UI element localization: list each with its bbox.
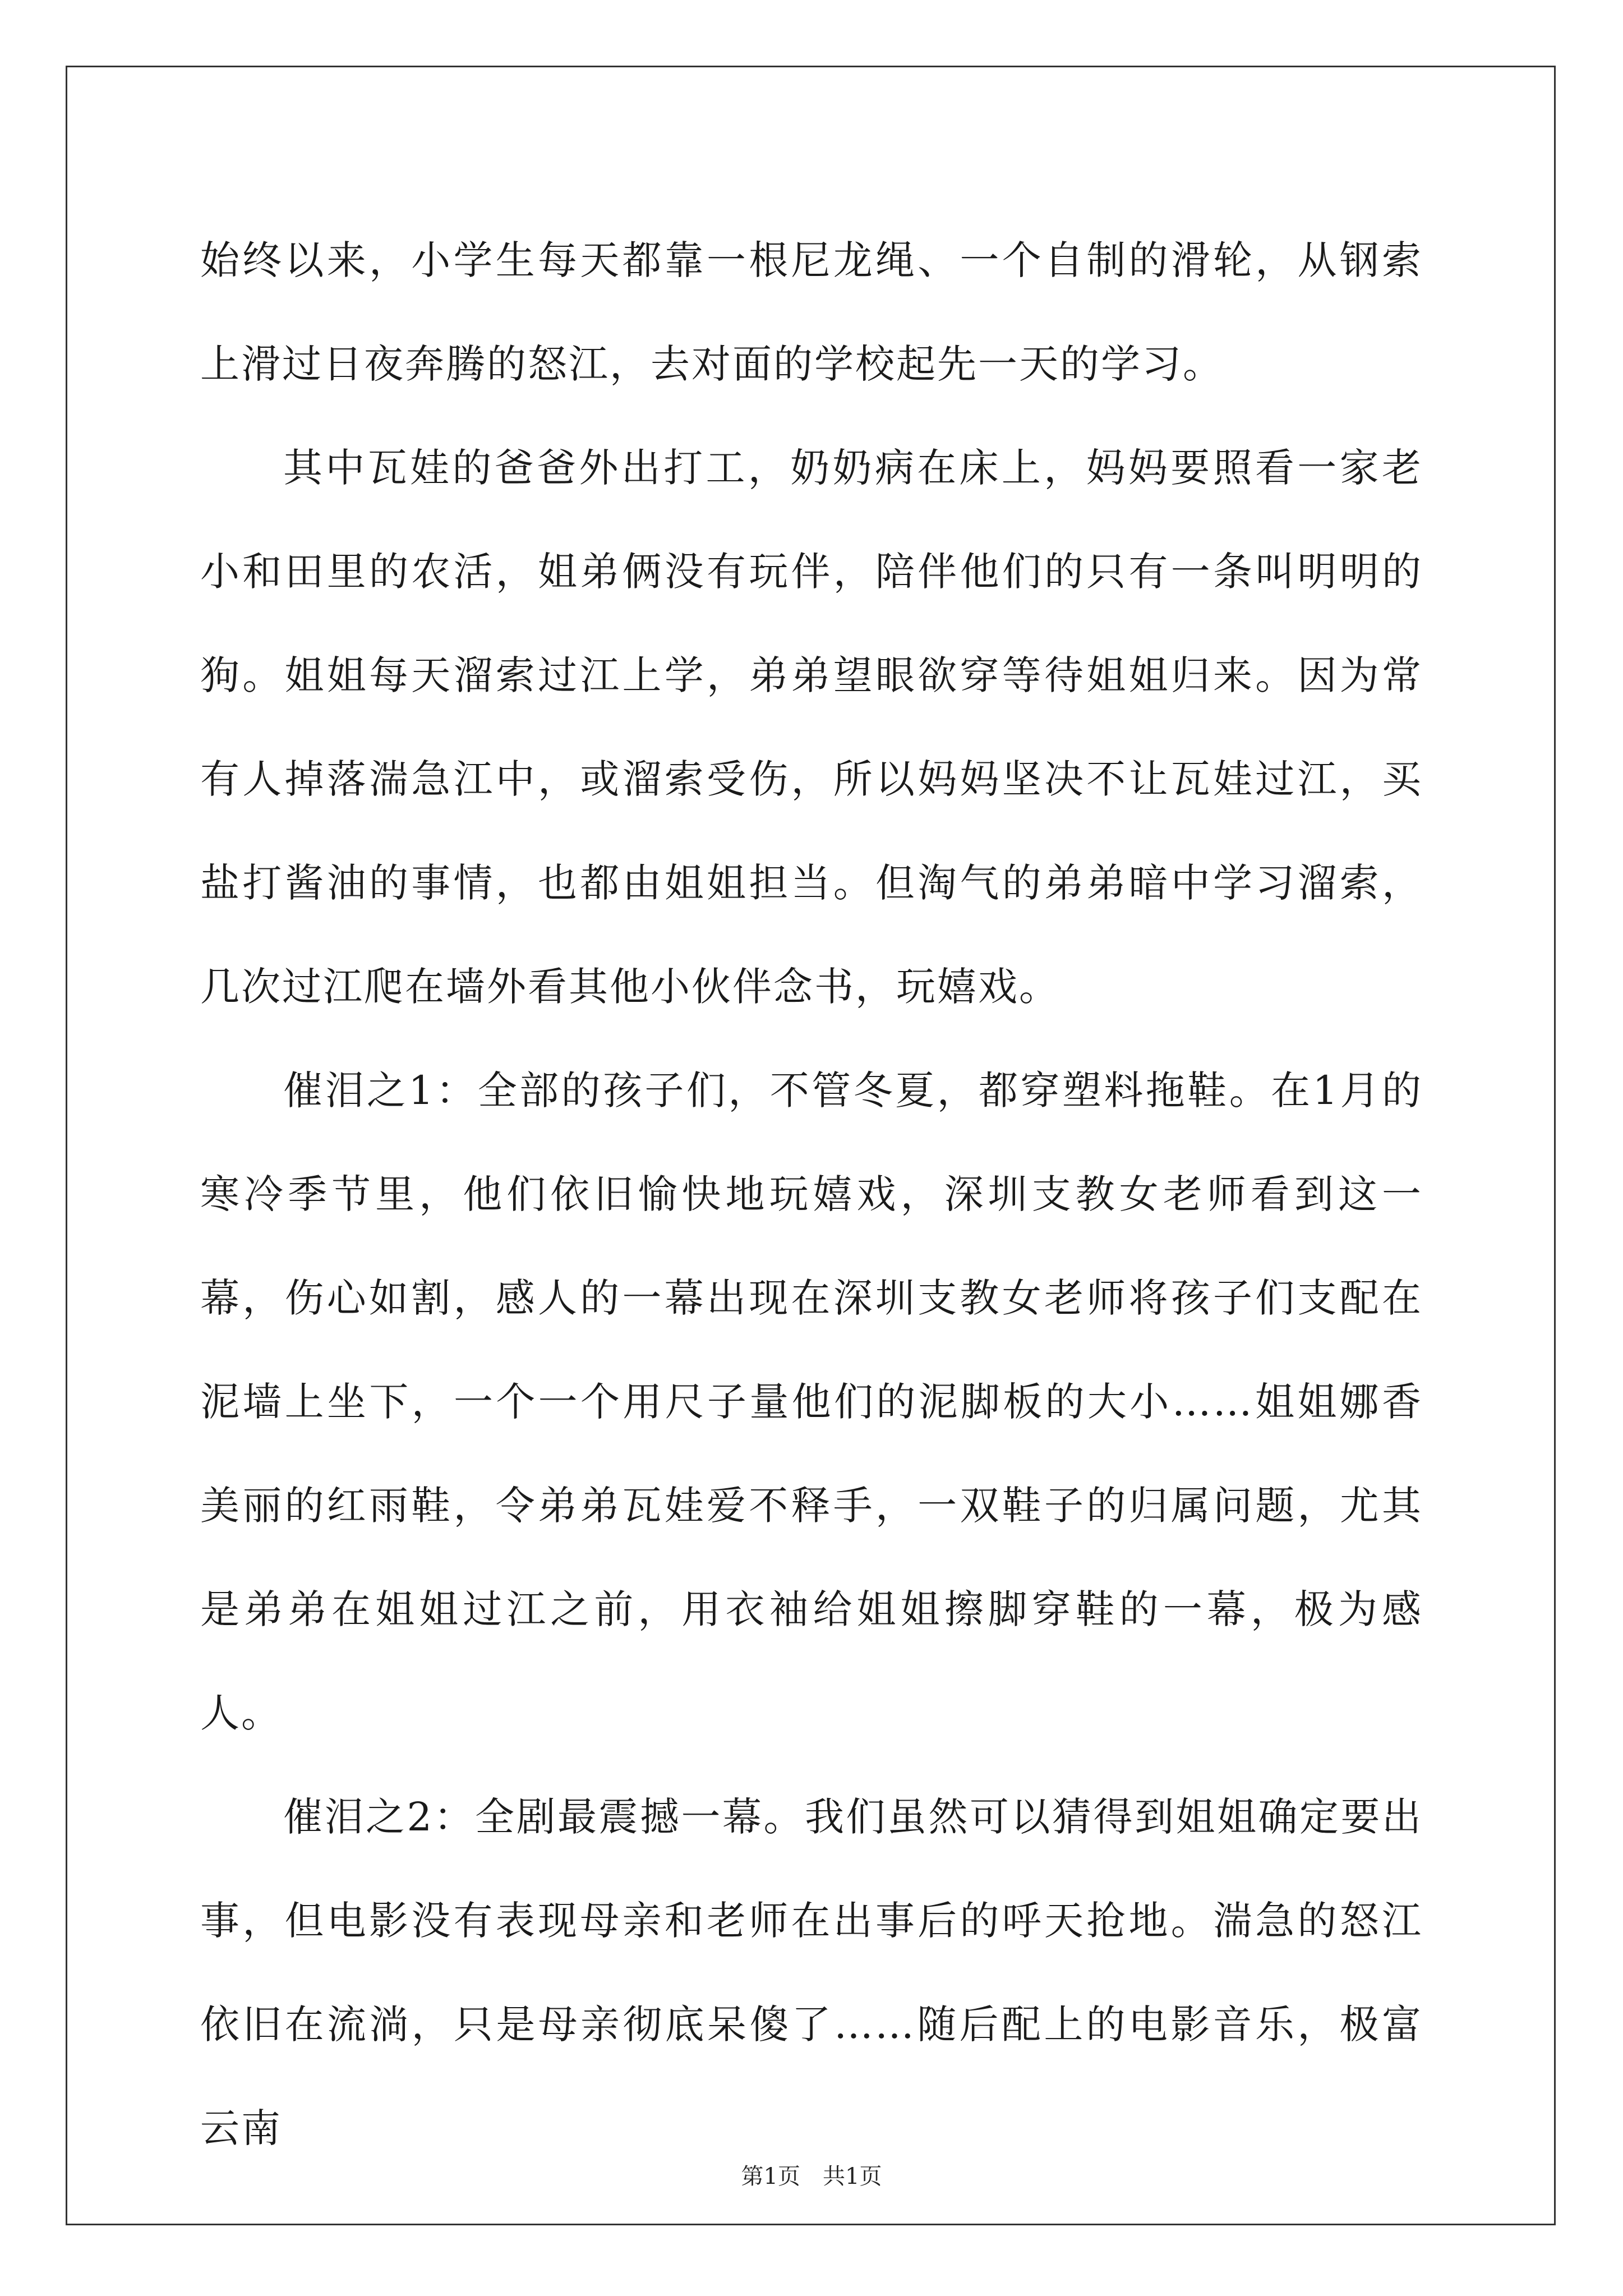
paragraph-1: 始终以来，小学生每天都靠一根尼龙绳、一个自制的滑轮，从钢索上滑过日夜奔腾的怒江，去对面的学校起先一天的学习。 <box>200 237 1423 387</box>
page-number-label: 第1页 共1页 <box>741 2164 882 2189</box>
paragraph-3: 催泪之1：全部的孩子们，不管冬夏，都穿塑料拖鞋。在1月的寒冷季节里，他们依旧愉快地玩嬉戏，深圳支教女老师看到这一幕，伤心如割，感人的一幕出现在深圳支教女老师将孩子们支配在泥墙上坐下，一个一个用尺子量他们的泥脚板的大小……姐姐娜香美丽的红雨鞋，令弟弟瓦娃爱不释手，一双鞋子的归属问题，尤其是弟弟在姐姐过江之前，用衣袖给姐姐擦脚穿鞋的一幕，极为感人。 <box>200 1068 1423 1736</box>
page-footer <box>0 2162 1623 2191</box>
paragraph-4: 催泪之2：全剧最震撼一幕。我们虽然可以猜得到姐姐确定要出事，但电影没有表现母亲和老师在出事后的呼天抢地。湍急的怒江依旧在流淌，只是母亲彻底呆傻了……随后配上的电影音乐，极富云南 <box>200 1794 1423 2151</box>
paragraph-2: 其中瓦娃的爸爸外出打工，奶奶病在床上，妈妈要照看一家老小和田里的农活，姐弟俩没有玩伴，陪伴他们的只有一条叫明明的狗。姐姐每天溜索过江上学，弟弟望眼欲穿等待姐姐归来。因为常有人掉落湍急江中，或溜索受伤，所以妈妈坚决不让瓦娃过江，买盐打酱油的事情，也都由姐姐担当。但淘气的弟弟暗中学习溜索，几次过江爬在墙外看其他小伙伴念书，玩嬉戏。 <box>200 445 1423 1010</box>
document-body <box>200 209 1423 2180</box>
